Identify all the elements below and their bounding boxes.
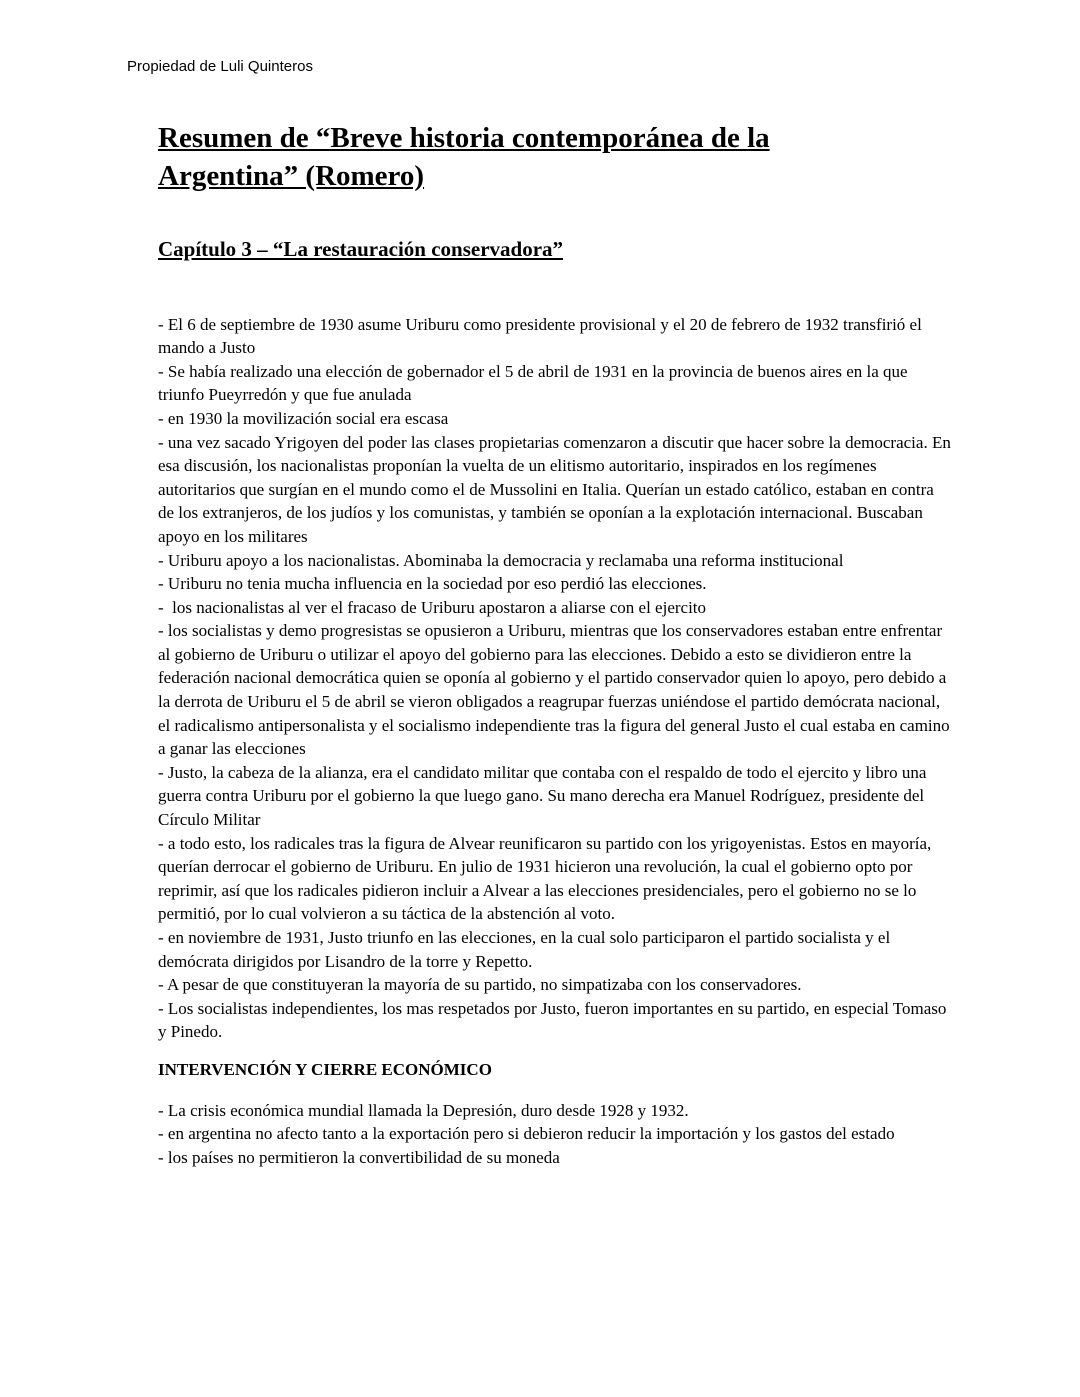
bullet-item: - en 1930 la movilización social era escasa [158, 408, 449, 428]
document-title [158, 120, 953, 195]
section-paragraphs [158, 1099, 953, 1170]
bullet-item: - los socialistas y demo progresistas se opusieron a Uriburu, mientras que los conservadores estaban entre enfrentar al gobierno de Uriburu o utilizar el apoyo del gobierno para las elecciones. Debido a esto se dividieron entre la federación nacional democrática quien se oponía al gobierno y el partido conservador quien lo apoyo, pero debido a la derrota de Uriburu el 5 de abril se vieron obligados a reagrupar fuerzas uniéndose el partido demócrata nacional, el radicalismo antipersonalista y el socialismo independiente tras la figura del general Justo el cual estaba en camino a ganar las elecciones [158, 621, 954, 759]
section-heading-intervencion: INTERVENCIÓN Y CIERRE ECONÓMICO [158, 1059, 492, 1079]
bullet-item: - Uriburu no tenia mucha influencia en la sociedad por eso perdió las elecciones. [158, 574, 707, 594]
body-paragraphs [158, 313, 956, 1044]
bullet-item: - Justo, la cabeza de la alianza, era el candidato militar que contaba con el respaldo de todo el ejercito y libro una guerra contra Uriburu por el gobierno la que luego gano. Su mano derecha era Manuel Rodríguez, presidente del Círculo Militar [158, 762, 931, 830]
bullet-item: - en argentina no afecto tanto a la exportación pero si debieron reducir la importación y los gastos del estado [158, 1124, 895, 1144]
bullet-item: - a todo esto, los radicales tras la figura de Alvear reunificaron su partido con los yrigoyenistas. Estos en mayoría, querían derrocar el gobierno de Uriburu. En julio de 1931 hicieron una revolución, la cual el gobierno opto por reprimir, así que los radicales pidieron incluir a Alvear a las elecciones presidenciales, pero el gobierno no se lo permitió, por lo cual volvieron a su táctica de la abstención al voto. [158, 833, 936, 924]
bullet-item: - Uriburu apoyo a los nacionalistas. Abominaba la democracia y reclamaba una reforma institucional [158, 550, 844, 570]
chapter-heading: Capítulo 3 – “La restauración conservadora” [158, 237, 564, 262]
bullet-item: - una vez sacado Yrigoyen del poder las clases propietarias comenzaron a discutir que hacer sobre la democracia. En esa discusión, los nacionalistas proponían la vuelta de un elitismo autoritario, inspirados en los regímenes autoritarios que surgían en el mundo como el de Mussolini en Italia. Querían un estado católico, estaban en contra de los extranjeros, de los judíos y los comunistas, y también se oponían a la explotación internacional. Buscaban apoyo en los militares [158, 432, 956, 546]
bullet-item: - Se había realizado una elección de gobernador el 5 de abril de 1931 en la provincia de buenos aires en la que triunfo Pueyrredón y que fue anulada [158, 361, 912, 405]
bullet-item: - A pesar de que constituyeran la mayoría de su partido, no simpatizaba con los conservadores. [158, 975, 802, 995]
document-title-line2: Argentina” (Romero) [158, 159, 425, 192]
bullet-item: - en noviembre de 1931, Justo triunfo en las elecciones, en la cual solo participaron el partido socialista y el demócrata dirigidos por Lisandro de la torre y Repetto. [158, 928, 895, 971]
document-content [158, 120, 956, 1169]
document-title-line1: Resumen de “Breve historia contemporánea de la [158, 122, 770, 154]
bullet-item: - La crisis económica mundial llamada la Depresión, duro desde 1928 y 1932. [158, 1100, 689, 1120]
bullet-item: - Los socialistas independientes, los mas respetados por Justo, fueron importantes en su partido, en especial Tomaso y Pinedo. [158, 998, 951, 1042]
bullet-item: - los nacionalistas al ver el fracaso de Uriburu apostaron a aliarse con el ejercito [158, 597, 707, 617]
ownership-header: Propiedad de Luli Quinteros [127, 58, 313, 75]
bullet-item: - El 6 de septiembre de 1930 asume Uriburu como presidente provisional y el 20 de febrero de 1932 transfirió el mando a Justo [158, 314, 927, 358]
bullet-item: - los países no permitieron la convertibilidad de su moneda [158, 1147, 560, 1167]
